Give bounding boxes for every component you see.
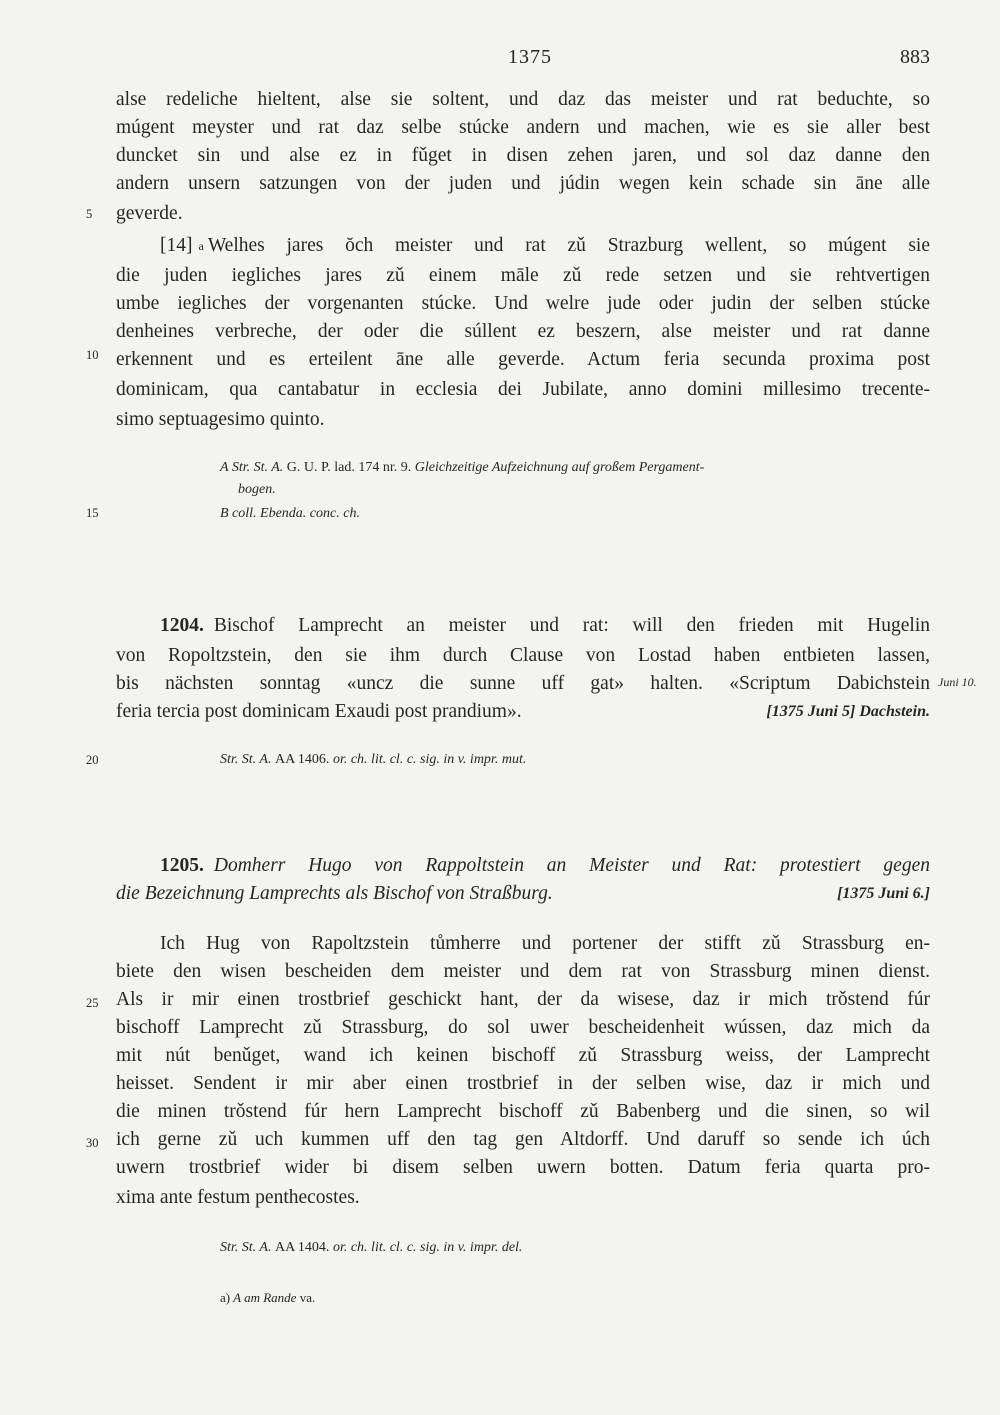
text-line: Welhes jares ŏch meister und rat zǔ Strazburg wellent, so múgent sie xyxy=(207,235,930,256)
text-line: alse redeliche hieltent, alse sie soltent, und daz das meister und rat beduchte, so xyxy=(116,89,930,110)
paragraph-number: [14] xyxy=(160,235,193,256)
text-line: múgent meyster und rat daz selbe stúcke andern und machen, wie es sie aller best xyxy=(116,117,930,138)
text-line: bis nächsten sonntag «uncz die sunne uff gat» halten. «Scriptum Dabichstein xyxy=(116,673,930,694)
line-number: 30 xyxy=(86,1136,99,1150)
line-number: 5 xyxy=(86,207,93,221)
text-line: Ich Hug von Rapoltzstein tůmherre und portener der stifft zǔ Strassburg en- xyxy=(160,933,930,954)
text-line-with-date: feria tercia post dominicam Exaudi post prandium». [1375 Juni 5] Dachstein. xyxy=(116,698,930,726)
text-line: umbe iegliches der vorgenanten stúcke. Und welre jude oder judin der selben stúcke xyxy=(116,293,930,314)
document-number: 1204. xyxy=(160,615,204,636)
text-line: Als ir mir einen trostbrief geschickt hant, der da wisese, daz ir mich trǒstend fúr xyxy=(116,989,930,1010)
regest-title-cont: die Bezeichnung Lamprechts als Bischof von Straßburg. [1375 Juni 6.] xyxy=(116,880,930,908)
text-line: heisset. Sendent ir mir aber einen trostbrief in der selben wise, daz ir mich und xyxy=(116,1073,930,1094)
text-line: biete den wisen bescheiden dem meister und dem rat von Strassburg minen dienst. xyxy=(116,961,930,982)
document-number: 1205. xyxy=(160,855,204,876)
margin-date: Juni 10. xyxy=(938,675,977,689)
line-number: 10 xyxy=(86,348,99,362)
text-line: von Ropoltzstein, den sie ihm durch Clause von Lostad haben entbieten lassen, xyxy=(116,645,930,666)
page-number: 883 xyxy=(900,46,930,68)
text-line: Bischof Lamprecht an meister und rat: will den frieden mit Hugelin xyxy=(213,615,930,636)
source-note: Str. St. A. AA 1406. or. ch. lit. cl. c. sig. in v. impr. mut. xyxy=(220,752,527,767)
regest-title: Domherr Hugo von Rappoltstein an Meister und Rat: protestiert gegen xyxy=(213,855,930,876)
text-line: xima ante festum penthecostes. xyxy=(116,1187,360,1208)
source-note-a: A Str. St. A. G. U. P. lad. 174 nr. 9. Gleichzeitige Aufzeichnung auf großem Pergament- xyxy=(220,460,705,475)
document-date: [1375 Juni 6.] xyxy=(837,885,930,902)
paragraph-14-first-line xyxy=(160,232,930,260)
text-line: dominicam, qua cantabatur in ecclesia dei Jubilate, anno domini millesimo trecente- xyxy=(116,379,930,400)
text-line: bischoff Lamprecht zǔ Strassburg, do sol uwer bescheidenheit wússen, daz mich da xyxy=(116,1017,930,1038)
footnote: a) A am Rande va. xyxy=(220,1290,316,1305)
line-number: 15 xyxy=(86,506,99,520)
text-line: ich gerne zǔ uch kummen uff den tag gen Altdorff. Und daruff so sende ich úch xyxy=(116,1129,930,1150)
doc-1205-heading xyxy=(160,852,930,880)
text-line: duncket sin und alse ez in fǔget in disen zehen jaren, und sol daz danne den xyxy=(116,145,930,166)
running-header-year: 1375 xyxy=(508,46,552,68)
line-number: 25 xyxy=(86,996,99,1010)
footnote-mark: a) xyxy=(220,1290,231,1305)
line-number: 20 xyxy=(86,753,99,767)
footnote-reference: a xyxy=(198,239,204,253)
document-date: [1375 Juni 5] Dachstein. xyxy=(766,703,930,720)
text-line: denheines verbreche, der oder die súllent ez beszern, alse meister und rat danne xyxy=(116,321,930,342)
doc-1204-heading xyxy=(160,612,930,640)
text-line: die juden iegliches jares zǔ einem māle zǔ rede setzen und sie rehtvertigen xyxy=(116,265,930,286)
text-line: simo septuagesimo quinto. xyxy=(116,409,325,430)
text-line: andern unsern satzungen von der juden und júdin wegen kein schade sin āne alle xyxy=(116,173,930,194)
text-line: uwern trostbrief wider bi disem selben uwern botten. Datum feria quarta pro- xyxy=(116,1157,930,1178)
source-note: Str. St. A. AA 1404. or. ch. lit. cl. c. sig. in v. impr. del. xyxy=(220,1240,523,1255)
text-line: erkennent und es erteilent āne alle geverde. Actum feria secunda proxima post xyxy=(116,349,930,370)
text-line: geverde. xyxy=(116,203,183,224)
source-note-a-cont: bogen. xyxy=(238,482,276,497)
text-line: mit nút benǔget, wand ich keinen bischoff zǔ Strassburg weiss, der Lamprecht xyxy=(116,1045,930,1066)
text-line: die minen trǒstend fúr hern Lamprecht bischoff zǔ Babenberg und die sinen, so wil xyxy=(116,1101,930,1122)
source-note-b: B coll. Ebenda. conc. ch. xyxy=(220,506,360,521)
